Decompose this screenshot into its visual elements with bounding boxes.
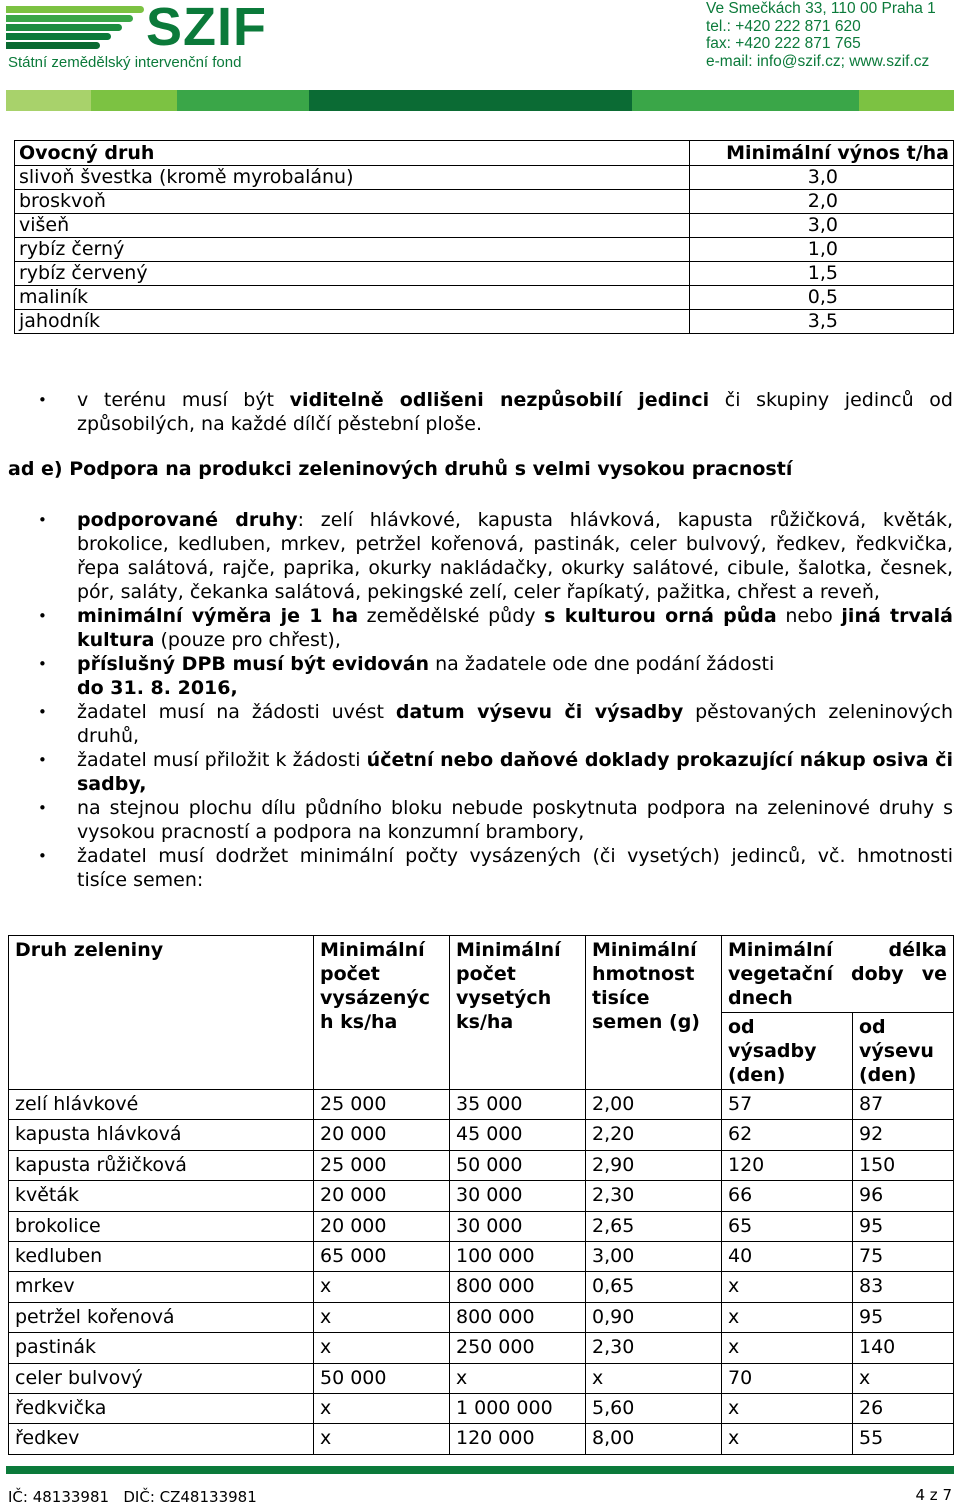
col-header-duration: Minimální délka vegetační doby ve dnech (722, 936, 954, 1013)
text: pěstovaných zeleninových druhů, (77, 701, 953, 747)
vegetable-name: celer bulvový (9, 1363, 314, 1393)
col-header-seed-weight: Minimální hmotnost tisíce semen (g) (586, 936, 722, 1090)
text: zemědělské půdy (358, 605, 545, 627)
vegetable-name: kapusta růžičková (9, 1150, 314, 1180)
text: (pouze pro chřest), (154, 629, 341, 651)
col-header-from-planting: od výsadby (den) (722, 1013, 853, 1090)
seed-weight: 2,30 (586, 1333, 722, 1363)
text: na žadatele ode dne podání žádosti (429, 653, 775, 675)
days-from-sowing: 55 (853, 1424, 954, 1454)
min-planted: 50 000 (314, 1363, 450, 1393)
text-bold: účetní nebo daňové doklady prokazující nákup osiva či sadby, (77, 749, 953, 795)
min-sown: 250 000 (450, 1333, 586, 1363)
min-sown: 100 000 (450, 1242, 586, 1272)
text-bold: jiná trvalá kultura (77, 605, 954, 651)
min-planted: 20 000 (314, 1181, 450, 1211)
fruit-name: maliník (15, 286, 690, 310)
seed-weight: 2,00 (586, 1090, 722, 1120)
table-row (9, 1211, 954, 1241)
contact-email: e-mail: info@szif.cz; www.szif.cz (706, 52, 930, 70)
table-row (15, 262, 954, 286)
vegetable-name: zelí hlávkové (9, 1090, 314, 1120)
contact-phone: tel.: +420 222 871 620 (706, 17, 861, 35)
text: žadatel musí přiložit k žádosti (77, 749, 367, 771)
text: v terénu musí být (77, 389, 290, 411)
fruit-name: jahodník (15, 310, 690, 334)
days-from-planting: 57 (722, 1090, 853, 1120)
vegetable-name: kedluben (9, 1242, 314, 1272)
table-row (9, 1363, 954, 1393)
list-item (0, 604, 953, 652)
col-header-from-sowing: od výsevu (den) (853, 1013, 954, 1090)
fruit-name: slivoň švestka (kromě myrobalánu) (15, 166, 690, 190)
min-sown: 30 000 (450, 1211, 586, 1241)
text: či skupiny jedinců od způsobilých, na každé dílčí pěstební ploše. (77, 389, 953, 435)
fruit-yield: 3,5 (690, 310, 954, 334)
days-from-sowing: 87 (853, 1090, 954, 1120)
list-item (0, 652, 953, 700)
seed-weight: 2,90 (586, 1150, 722, 1180)
fruit-yield: 3,0 (690, 214, 954, 238)
seed-weight: 5,60 (586, 1394, 722, 1424)
logo-text: SZIF (146, 0, 267, 57)
vegetable-name: ředkvička (9, 1394, 314, 1424)
table-row (9, 1120, 954, 1150)
days-from-sowing: 26 (853, 1394, 954, 1424)
min-sown: 50 000 (450, 1150, 586, 1180)
contact-block (706, 0, 952, 70)
table-row (15, 310, 954, 334)
min-planted: x (314, 1394, 450, 1424)
min-planted: 20 000 (314, 1120, 450, 1150)
days-from-sowing: 150 (853, 1150, 954, 1180)
seed-weight: 8,00 (586, 1424, 722, 1454)
min-sown: 1 000 000 (450, 1394, 586, 1424)
days-from-planting: x (722, 1394, 853, 1424)
list-item (0, 748, 953, 796)
text: žadatel musí na žádosti uvést (77, 701, 396, 723)
table-row (9, 1272, 954, 1302)
szif-logo (6, 2, 276, 72)
fruit-name: broskvoň (15, 190, 690, 214)
col-header-yield: Minimální výnos t/ha (690, 141, 954, 166)
seed-weight: 0,90 (586, 1302, 722, 1332)
text-bold: do 31. 8. 2016, (77, 677, 238, 699)
min-sown: x (450, 1363, 586, 1393)
vegetable-table (8, 935, 954, 1455)
days-from-sowing: 140 (853, 1333, 954, 1363)
text: žadatel musí dodržet minimální počty vysázených (či vysetých) jedinců, vč. hmotnosti tisíce semen: (77, 845, 953, 891)
vegetable-name: brokolice (9, 1211, 314, 1241)
min-planted: 25 000 (314, 1090, 450, 1120)
table-row (9, 1181, 954, 1211)
days-from-sowing: 96 (853, 1181, 954, 1211)
logo-stripes-icon (6, 6, 144, 50)
header-color-bar (6, 90, 954, 111)
contact-fax: fax: +420 222 871 765 (706, 35, 861, 52)
min-planted: x (314, 1272, 450, 1302)
days-from-sowing: 95 (853, 1302, 954, 1332)
seed-weight: 0,65 (586, 1272, 722, 1302)
table-row (9, 1150, 954, 1180)
vegetable-name: květák (9, 1181, 314, 1211)
days-from-sowing: x (853, 1363, 954, 1393)
min-planted: 25 000 (314, 1150, 450, 1180)
days-from-planting: x (722, 1272, 853, 1302)
table-row (9, 1333, 954, 1363)
min-planted: x (314, 1333, 450, 1363)
text-bold: datum výsevu či výsadby (395, 701, 684, 723)
min-planted: x (314, 1302, 450, 1332)
days-from-sowing: 95 (853, 1211, 954, 1241)
table-row (15, 238, 954, 262)
footer-ids: IČ: 48133981 DIČ: CZ48133981 (8, 1488, 257, 1506)
min-sown: 800 000 (450, 1302, 586, 1332)
vegetable-name: mrkev (9, 1272, 314, 1302)
list-item (0, 508, 953, 604)
col-header-planted: Minimální počet vysázenýc h ks/ha (314, 936, 450, 1090)
text-bold: příslušný DPB musí být evidován (77, 653, 430, 675)
fruit-name: rybíz červený (15, 262, 690, 286)
page-number: 4 z 7 (915, 1486, 952, 1504)
fruit-yield: 1,5 (690, 262, 954, 286)
days-from-planting: x (722, 1333, 853, 1363)
table-row (9, 1242, 954, 1272)
fruit-yield-table (14, 140, 954, 334)
text: : zelí hlávkové, kapusta hlávková, kapusta růžičková, květák, brokolice, kedluben, mrkev, petržel kořenová, pastinák, celer bulvový, ředkev, ředkvička, řepa salátová, rajče, paprika, okurky nakládačky, okurky salátové, cibule, šalotka, česnek, pór, saláty, čekanka salátová, pekingské zelí, celer řapíkatý, pažitka, chřest a reveň, (77, 509, 953, 603)
seed-weight: 2,30 (586, 1181, 722, 1211)
col-header-fruit: Ovocný druh (15, 141, 690, 166)
list-item (0, 700, 953, 748)
seed-weight: 2,65 (586, 1211, 722, 1241)
section-title: ad e) Podpora na produkci zeleninových druhů s velmi vysokou pracností (8, 458, 793, 480)
contact-address: Ve Smečkách 33, 110 00 Praha 1 (706, 0, 936, 17)
list-item (0, 844, 953, 892)
days-from-planting: 70 (722, 1363, 853, 1393)
text-bold: viditelně odlišeni nezpůsobilí jedinci (289, 389, 710, 411)
logo-subtitle: Státní zemědělský intervenční fond (8, 54, 242, 71)
days-from-planting: 62 (722, 1120, 853, 1150)
table-row (15, 166, 954, 190)
min-sown: 120 000 (450, 1424, 586, 1454)
vegetable-name: kapusta hlávková (9, 1120, 314, 1150)
vegetable-name: pastinák (9, 1333, 314, 1363)
table-row (9, 1424, 954, 1454)
table-row (9, 1090, 954, 1120)
days-from-planting: x (722, 1424, 853, 1454)
text: nebo (776, 605, 842, 627)
table-row (9, 1302, 954, 1332)
fruit-yield: 1,0 (690, 238, 954, 262)
seed-weight: x (586, 1363, 722, 1393)
fruit-yield: 3,0 (690, 166, 954, 190)
table-row (15, 190, 954, 214)
table-row (9, 1394, 954, 1424)
min-sown: 45 000 (450, 1120, 586, 1150)
table-row (15, 286, 954, 310)
fruit-bullets (0, 388, 953, 436)
days-from-planting: 66 (722, 1181, 853, 1211)
min-planted: 65 000 (314, 1242, 450, 1272)
vegetable-conditions (0, 508, 953, 892)
footer-line (6, 1466, 954, 1474)
seed-weight: 2,20 (586, 1120, 722, 1150)
vegetable-name: ředkev (9, 1424, 314, 1454)
text: na stejnou plochu dílu půdního bloku nebude poskytnuta podpora na zeleninové druhy s vysokou pracností a podpora na konzumní brambory, (77, 797, 953, 843)
list-item (0, 388, 953, 436)
vegetable-name: petržel kořenová (9, 1302, 314, 1332)
fruit-yield: 0,5 (690, 286, 954, 310)
fruit-name: višeň (15, 214, 690, 238)
col-header-vegetable: Druh zeleniny (9, 936, 314, 1090)
text-bold: s kulturou orná půda (544, 605, 777, 627)
table-row (15, 214, 954, 238)
min-planted: 20 000 (314, 1211, 450, 1241)
days-from-sowing: 92 (853, 1120, 954, 1150)
days-from-sowing: 75 (853, 1242, 954, 1272)
days-from-planting: 40 (722, 1242, 853, 1272)
col-header-sown: Minimální počet vysetých ks/ha (450, 936, 586, 1090)
text-bold: podporované druhy (77, 509, 298, 531)
min-planted: x (314, 1424, 450, 1454)
fruit-yield: 2,0 (690, 190, 954, 214)
days-from-sowing: 83 (853, 1272, 954, 1302)
list-item (0, 796, 953, 844)
text-bold: minimální výměra je 1 ha (77, 605, 359, 627)
seed-weight: 3,00 (586, 1242, 722, 1272)
days-from-planting: x (722, 1302, 853, 1332)
days-from-planting: 120 (722, 1150, 853, 1180)
min-sown: 800 000 (450, 1272, 586, 1302)
fruit-name: rybíz černý (15, 238, 690, 262)
min-sown: 30 000 (450, 1181, 586, 1211)
days-from-planting: 65 (722, 1211, 853, 1241)
min-sown: 35 000 (450, 1090, 586, 1120)
